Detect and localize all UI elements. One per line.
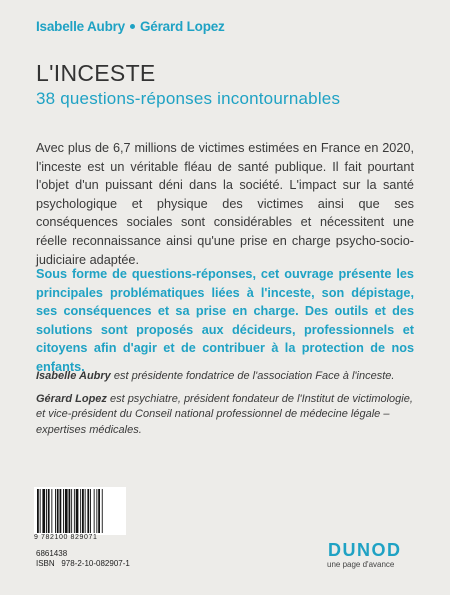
- separator-dot: [130, 24, 135, 29]
- barcode-bar: [63, 489, 64, 533]
- book-subtitle: 38 questions-réponses incontournables: [36, 89, 341, 108]
- bio-name: Isabelle Aubry: [36, 370, 111, 382]
- publisher-logo: DUNOD: [328, 540, 402, 560]
- barcode-bar: [51, 489, 52, 533]
- barcode-bar: [37, 489, 39, 533]
- barcode-bar: [74, 489, 75, 533]
- author-bio-second: [36, 392, 414, 438]
- blurb-paragraph: Avec plus de 6,7 millions de victimes estimées en France en 2020, l'inceste est un véritable fléau de santé publique. Il fait pourtant l'objet d'un puissant déni dans la société. L'impact sur la santé psychologique et physique des victimes ainsi que ses conséquences sociales sont considérables et nécessitent une réelle reconnaissance ainsi qu'une prise en charge psycho-socio-judiciaire adaptée.: [36, 141, 414, 267]
- author-second: Gérard Lopez: [139, 19, 225, 34]
- barcode-bar: [48, 489, 50, 533]
- barcode-bar: [76, 489, 79, 533]
- barcode-bar: [40, 489, 41, 533]
- barcode-bar: [60, 489, 62, 533]
- barcode-bar: [55, 489, 56, 533]
- barcode-bar: [102, 489, 103, 533]
- barcode-bar: [65, 489, 68, 533]
- barcode-bar: [85, 489, 86, 533]
- publisher-tagline: une page d'avance: [327, 560, 395, 569]
- barcode: [34, 487, 126, 535]
- barcode-bar: [82, 489, 84, 533]
- author-bio-first: [36, 369, 414, 384]
- barcode-bar: [57, 489, 59, 533]
- barcode-bar: [46, 489, 47, 533]
- barcode-bar: [90, 489, 91, 533]
- product-codes: [36, 549, 130, 569]
- barcode-bar: [80, 489, 81, 533]
- barcode-bar: [42, 489, 45, 533]
- barcode-bar: [87, 489, 89, 533]
- barcode-bar: [69, 489, 71, 533]
- barcode-digits: 9 782100 829071: [34, 534, 98, 541]
- author-first: Isabelle Aubry: [36, 19, 125, 34]
- isbn-line: [36, 559, 130, 569]
- bio-text: est psychiatre, président fondateur de l'Institut de victimologie, et vice-président du Conseil national professionnel de médecine légale – expertises médicales.: [36, 393, 413, 436]
- barcode-bar: [98, 489, 100, 533]
- authors-line: [36, 19, 225, 34]
- product-code: 6861438: [36, 549, 68, 558]
- isbn-label: ISBN: [36, 559, 55, 568]
- barcode-bar: [71, 489, 72, 533]
- isbn-number: 978-2-10-082907-1: [61, 559, 130, 568]
- bio-name: Gérard Lopez: [36, 393, 107, 405]
- bio-text: est présidente fondatrice de l'association Face à l'inceste.: [110, 370, 395, 382]
- barcode-bar: [94, 489, 95, 533]
- barcode-bar: [96, 489, 97, 533]
- book-title: L'INCESTE: [36, 60, 156, 86]
- blurb-highlight-paragraph: Sous forme de questions-réponses, cet ouvrage présente les principales problématiques liées à l'inceste, son dépistage, ses conséquences et sa prise en charge. Des outils et des solutions sont proposés aux décideurs, professionnels et citoyens afin d'agir et de contribuer à la protection de nos enfants.: [36, 267, 414, 374]
